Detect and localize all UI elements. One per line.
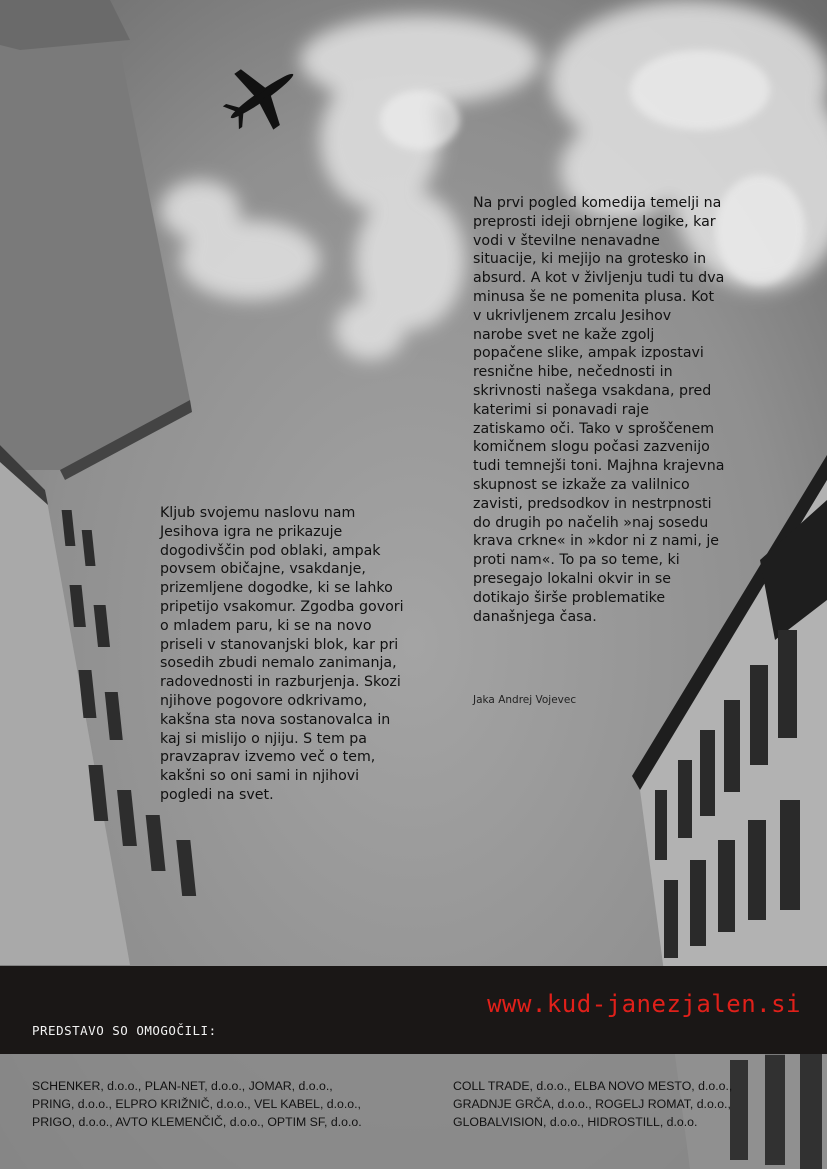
sponsor-line: PRIGO, d.o.o., AVTO KLEMENČIČ, d.o.o., OPTIM SF, d.o.o. <box>32 1115 362 1129</box>
article-text-left: Kljub svojemu naslovu nam Jesihova igra ne prikazuje dogodivščin pod oblaki, ampak povsem običajne, vsakdanje, prizemljene dogodke, ki se lahko pripetijo vsakomur. Zgodba govori o mladem paru, ki se na novo priseli v stanovanjski blok, kar pri sosedih zbudi nemalo zanimanja, radovednosti in razburjenja. Skozi njihove pogovore odkrivamo, kakšna sta nova sostanovalca in kaj si mislijo o njiju. S tem pa pravzaprav izvemo več o tem, kakšni so oni sami in njihovi pogledi na svet. <box>160 505 404 803</box>
website-link[interactable]: www.kud-janezjalen.si <box>487 990 801 1018</box>
sponsors-list-left <box>32 1077 362 1131</box>
sponsor-line: COLL TRADE, d.o.o., ELBA NOVO MESTO, d.o.o., <box>453 1079 733 1093</box>
sponsor-line: PRING, d.o.o., ELPRO KRIŽNIČ, d.o.o., VEL KABEL, d.o.o., <box>32 1097 361 1111</box>
author-name: Jaka Andrej Vojevec <box>473 694 577 706</box>
sponsor-line: GLOBALVISION, d.o.o., HIDROSTILL, d.o.o. <box>453 1115 698 1129</box>
article-text-right: Na prvi pogled komedija temelji na preprosti ideji obrnjene logike, kar vodi v številne nenavadne situacije, ki mejijo na grotesko in absurd. A kot v življenju tudi tu dva minusa še ne pomenita plusa. Kot v ukrivljenem zrcalu Jesihov narobe svet ne kaže zgolj popačene slike, ampak izpostavi resnične hibe, nečednosti in skrivnosti našega vsakdana, pred katerimi si ponavadi raje zatiskamo oči. Tako v sproščenem komičnem slogu počasi zazvenijo tudi temnejši toni. Majhna krajevna skupnost se izkaže za valilnico zavisti, predsodkov in nestrpnosti do drugih po načelih »naj sosedu krava crkne« in »kdor ni z nami, je proti nam«. To pa so teme, ki presegajo lokalni okvir in se dotikajo širše problematike današnjega časa. <box>473 195 725 625</box>
sponsor-line: SCHENKER, d.o.o., PLAN-NET, d.o.o., JOMAR, d.o.o., <box>32 1079 333 1093</box>
sponsors-list-right <box>453 1077 732 1131</box>
sponsors-heading: PREDSTAVO SO OMOGOČILI: <box>32 1023 217 1038</box>
sponsor-line: GRADNJE GRČA, d.o.o., ROGELJ ROMAT, d.o.o., <box>453 1097 731 1111</box>
